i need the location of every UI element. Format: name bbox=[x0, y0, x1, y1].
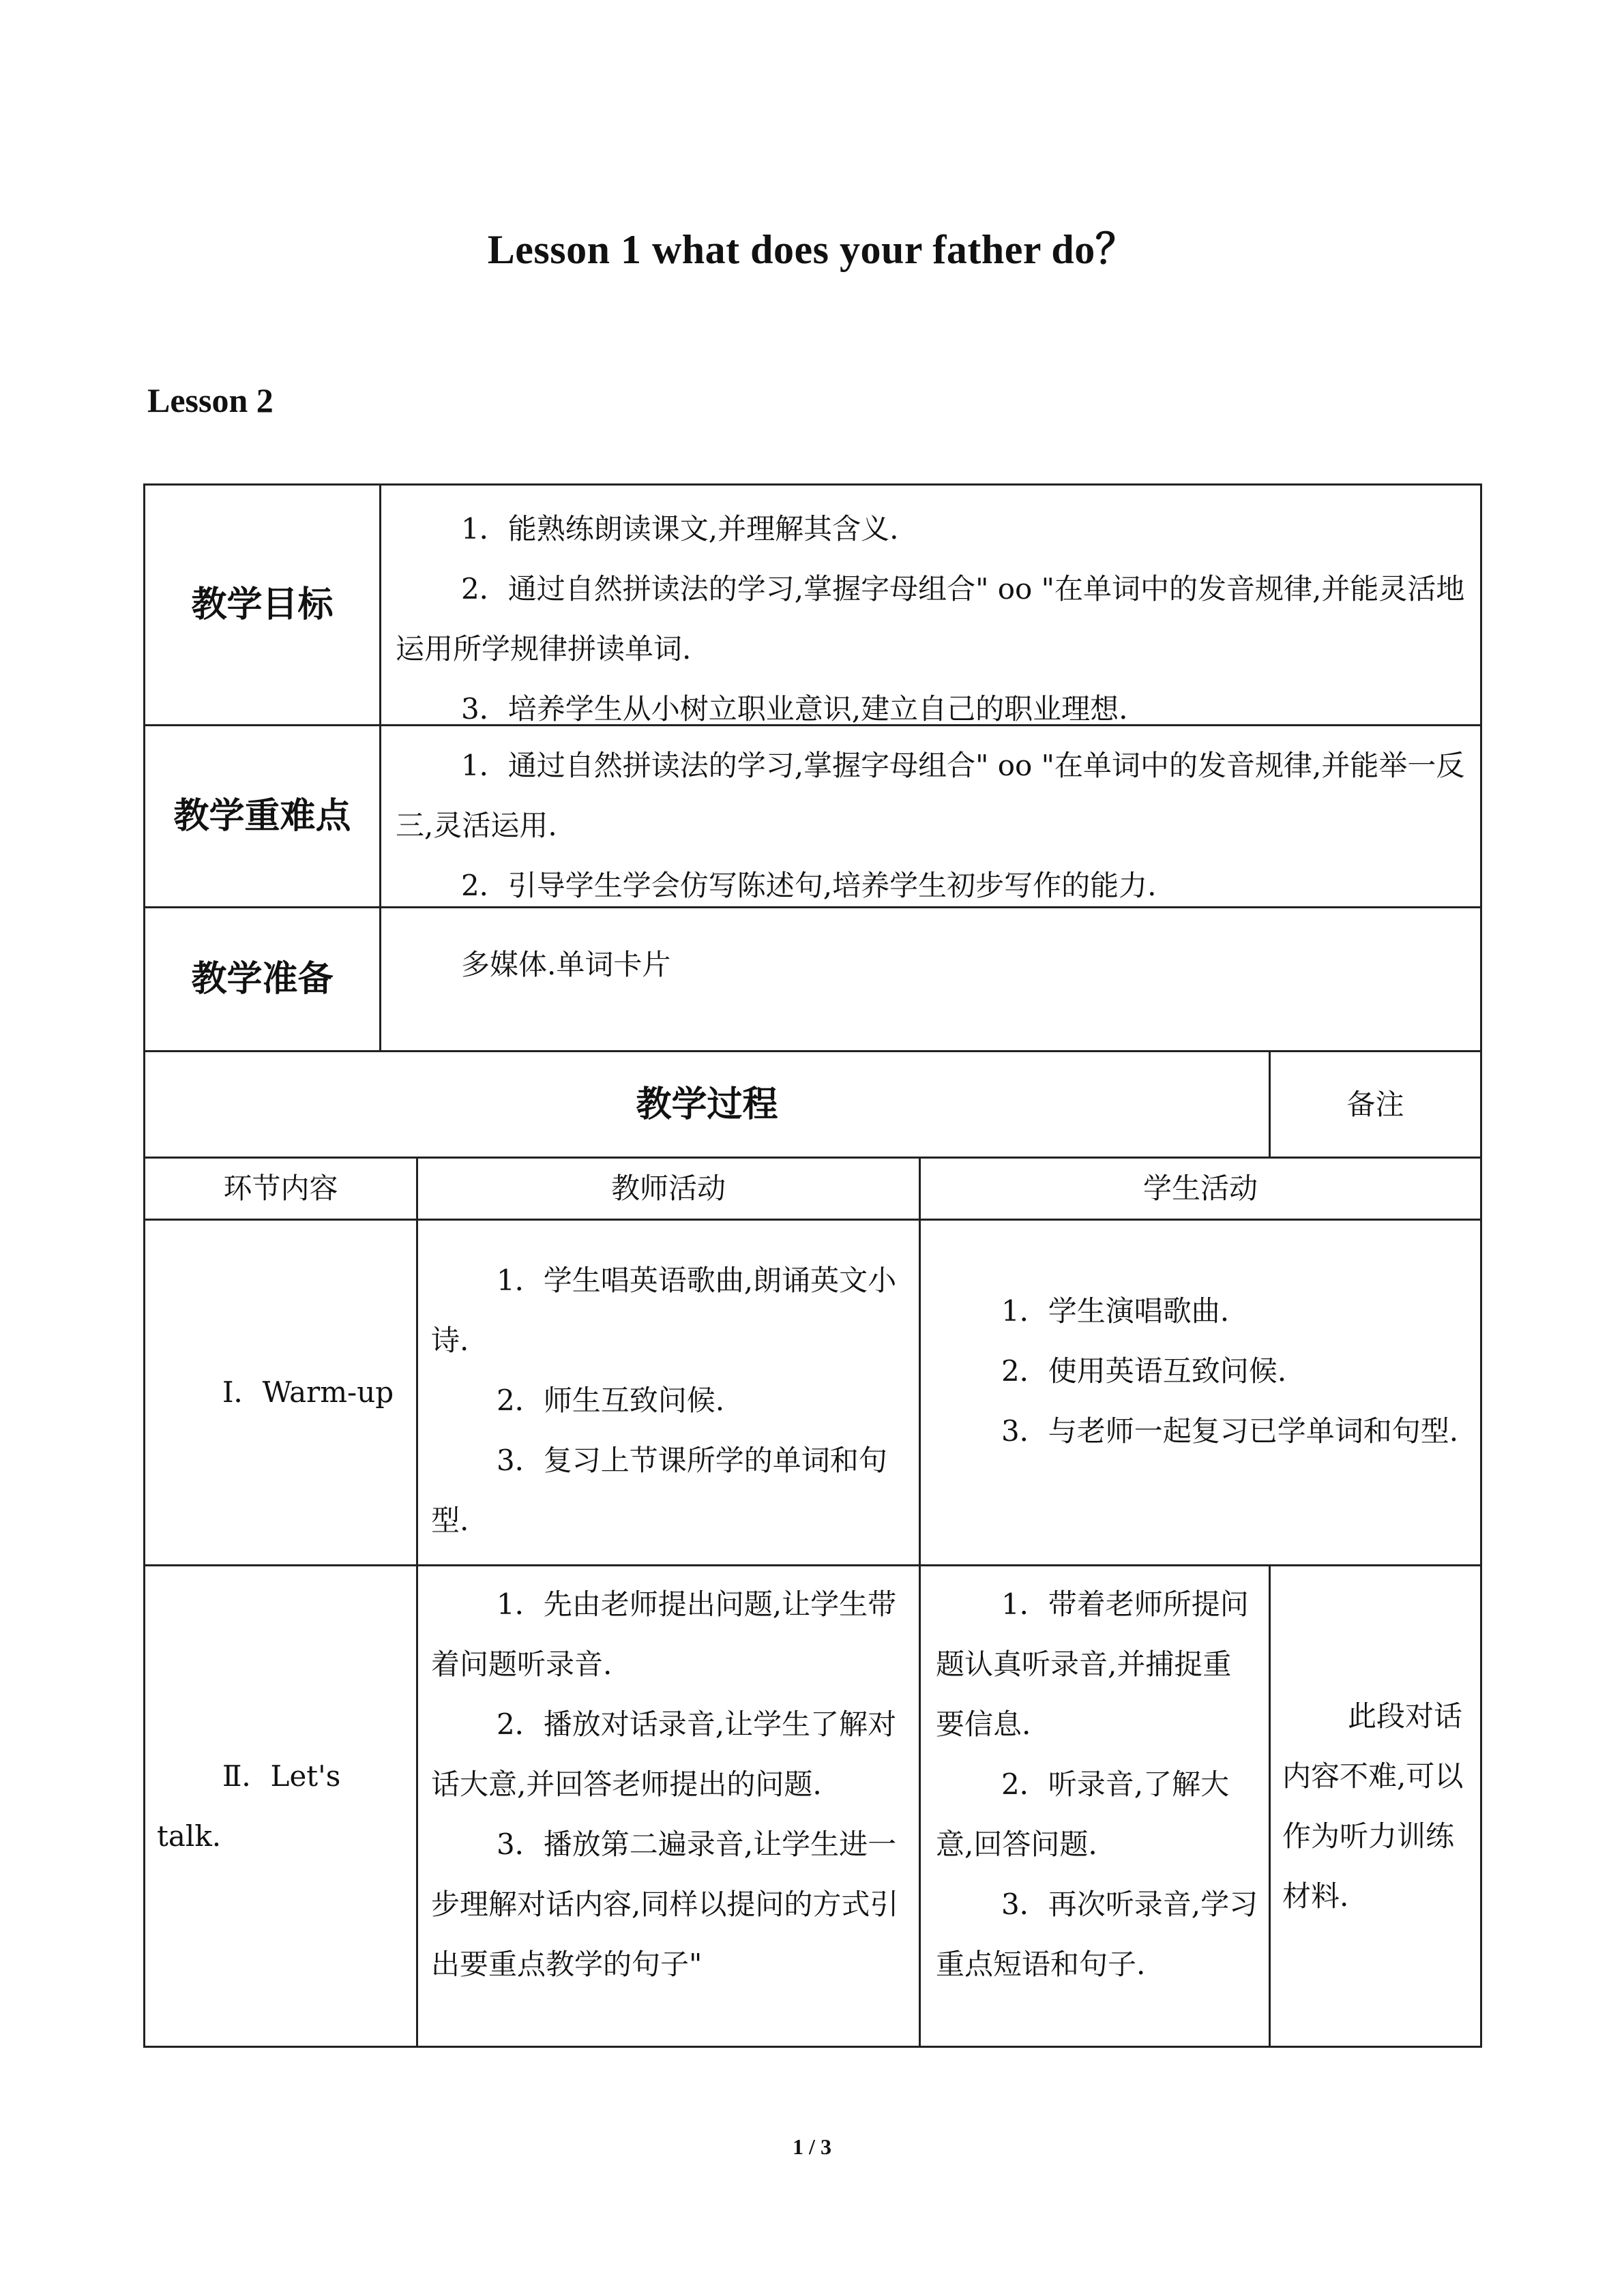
objective-item: 2．通过自然拼读法的学习,掌握字母组合" oo "在单词中的发音规律,并能灵活地运用所学规律拼读单词. bbox=[396, 572, 1465, 666]
column-header-stage: 环节内容 bbox=[223, 1172, 338, 1205]
lesson-plan-table bbox=[143, 483, 1481, 2047]
page-number: 1 / 3 bbox=[793, 2134, 831, 2159]
objective-item: 1．能熟练朗读课文,并理解其含义. bbox=[461, 512, 899, 546]
objective-item: 3．培养学生从小树立职业意识,建立自己的职业理想. bbox=[461, 692, 1128, 726]
stage-lets-talk: Ⅱ．Let's talk. bbox=[157, 1759, 341, 1853]
column-header-teacher: 教师活动 bbox=[610, 1172, 726, 1205]
process-heading: 教学过程 bbox=[636, 1083, 778, 1125]
key-point-item: 2．引导学生学会仿写陈述句,培养学生初步写作的能力. bbox=[461, 869, 1157, 902]
teacher-activities-lets-talk: 1．先由老师提出问题,让学生带着问题听录音. 2．播放对话录音,让学生了解对话大意,并回答老师提出的问题. 3．播放第二遍录音,让学生进一步理解对话内容,同样以提问的方式引出要重点教学的句子" bbox=[431, 1587, 899, 1981]
key-points-label: 教学重难点 bbox=[173, 795, 351, 837]
student-activities-warm-up: 1．学生演唱歌曲. 2．使用英语互致问候. 3．与老师一起复习已学单词和句型. bbox=[1001, 1294, 1459, 1448]
teacher-activities-warm-up: 1．学生唱英语歌曲,朗诵英文小诗. 2．师生互致问候. 3．复习上节课所学的单词和句型. bbox=[431, 1264, 897, 1537]
key-points-content bbox=[396, 736, 1473, 906]
stage-warm-up: Ⅰ．Warm-up bbox=[222, 1375, 394, 1409]
preparation-label: 教学准备 bbox=[191, 958, 334, 1000]
notes-heading: 备注 bbox=[1346, 1087, 1404, 1121]
lesson-label: Lesson 2 bbox=[147, 381, 274, 419]
student-activities-lets-talk: 1．带着老师所提问题认真听录音,并捕捉重要信息. 2．听录音,了解大意,回答问题. 3．再次听录音,学习重点短语和句子. bbox=[936, 1587, 1258, 1981]
page-title: Lesson 1 what does your father do？ bbox=[487, 227, 1137, 272]
objectives-label: 教学目标 bbox=[191, 584, 334, 625]
key-point-item: 1．通过自然拼读法的学习,掌握字母组合" oo "在单词中的发音规律,并能举一反三,灵活运用. bbox=[396, 749, 1465, 842]
objectives-content bbox=[396, 499, 1473, 724]
column-header-student: 学生活动 bbox=[1142, 1172, 1258, 1205]
note-lets-talk: 此段对话内容不难,可以作为听力训练材料. bbox=[1282, 1699, 1464, 1913]
preparation-value: 多媒体.单词卡片 bbox=[461, 948, 671, 981]
